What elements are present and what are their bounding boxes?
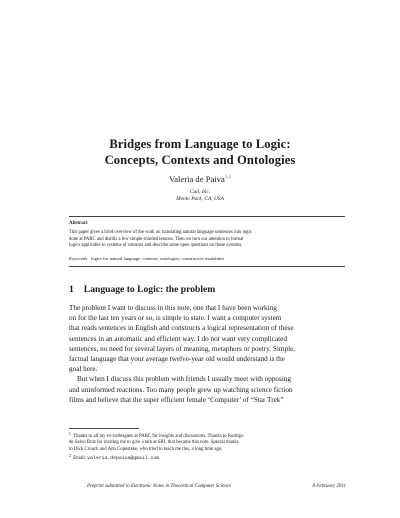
footnote-2-end: . [159,456,161,462]
body-line: that reads sentences in English and constructs a logical representation of these [69,324,294,333]
keywords-label: Keywords: [69,256,89,261]
footnote-2-mark: 2 [69,454,71,459]
body-line: The problem I want to discuss in this note, one that I have been working [69,304,277,312]
body-line: and uninformed reactions. Too many people grew up watching science fiction [69,385,293,394]
section-number: 1 [69,284,74,295]
abstract-line: This paper gives a brief overview of the work on translating natural language sentences into logic [69,230,252,235]
footnote-2-line [69,453,346,462]
section-title: Language to Logic: the problem [83,284,216,295]
footnote-rule [69,428,139,429]
footer-preprint [87,484,231,489]
footer-prefix: Preprint submitted to [87,484,130,489]
body-line: on for the last ten years or so, is simple to state. I want a computer system [69,314,282,323]
affiliation-company: Cuil, Inc. [189,189,211,195]
footnote-1-mark: 1 [69,432,71,436]
email-link[interactable]: valeria.depaiva@gmail.com [87,456,160,462]
keywords-list: logics for natural language, contexts, ontologies, constructive modalities [91,256,225,261]
body-line: factual language that your average twelve-year old would understand is the [69,355,285,364]
body-line: films and believe that the super efficient female ‘Computer’ of “Star Trek” [69,395,284,404]
footnotes [69,428,346,463]
author [40,174,360,184]
title-line-2: Concepts, Contexts and Ontologies [104,153,296,167]
keywords [69,256,224,261]
footnote-2-label: Email: [73,456,86,462]
abstract-body [69,230,346,250]
paper-title [40,136,360,168]
affiliation-location: Menlo Park, CA, USA [176,196,224,202]
title-line-1: Bridges from Language to Logic: [109,137,291,151]
abstract-bottom-rule [69,266,345,267]
footnote-1-text: Thanks to all my ex-colleagues at PARC for insights and discussions. Thanks to Rodrigo [73,434,244,439]
author-name: Valeria de Paiva [168,174,225,184]
footnote-1-line [69,431,346,440]
footnote-1-line: de Salvo Braz for inviting me to give a talk at SRI, that became this note. Special thanks [69,440,239,446]
section-heading [69,284,215,295]
abstract-top-rule [69,216,345,217]
abstract-heading: Abstract [69,221,88,226]
author-footnote-marks[interactable]: 1,2 [224,175,232,180]
affiliation [40,189,360,203]
body-line: sentences, no need for several layers of meaning, metaphors or poetry. Simple, [69,344,296,353]
footer-journal: Electronic Notes in Theoretical Computer Science [130,484,232,489]
footer-date: 8 February 2011 [312,484,346,489]
body-line: goal here. [69,365,98,374]
body-line: But when I discuss this problem with friends I usually meet with opposing [77,375,292,384]
abstract-line: logics applicable to systems of contexts and describe some open questions on those systems. [69,243,243,249]
footnote-1-line: to Dick Crouch and Ann Copestake, who tried to teach me this, a long time ago. [69,446,223,452]
body-line: sentences in an automatic and efficient way. I do not want very complicated [69,334,287,343]
body-text [69,303,346,405]
abstract-line: done at PARC and distills a few simple-minded lessons. Then we turn our attention to formal [69,236,244,242]
